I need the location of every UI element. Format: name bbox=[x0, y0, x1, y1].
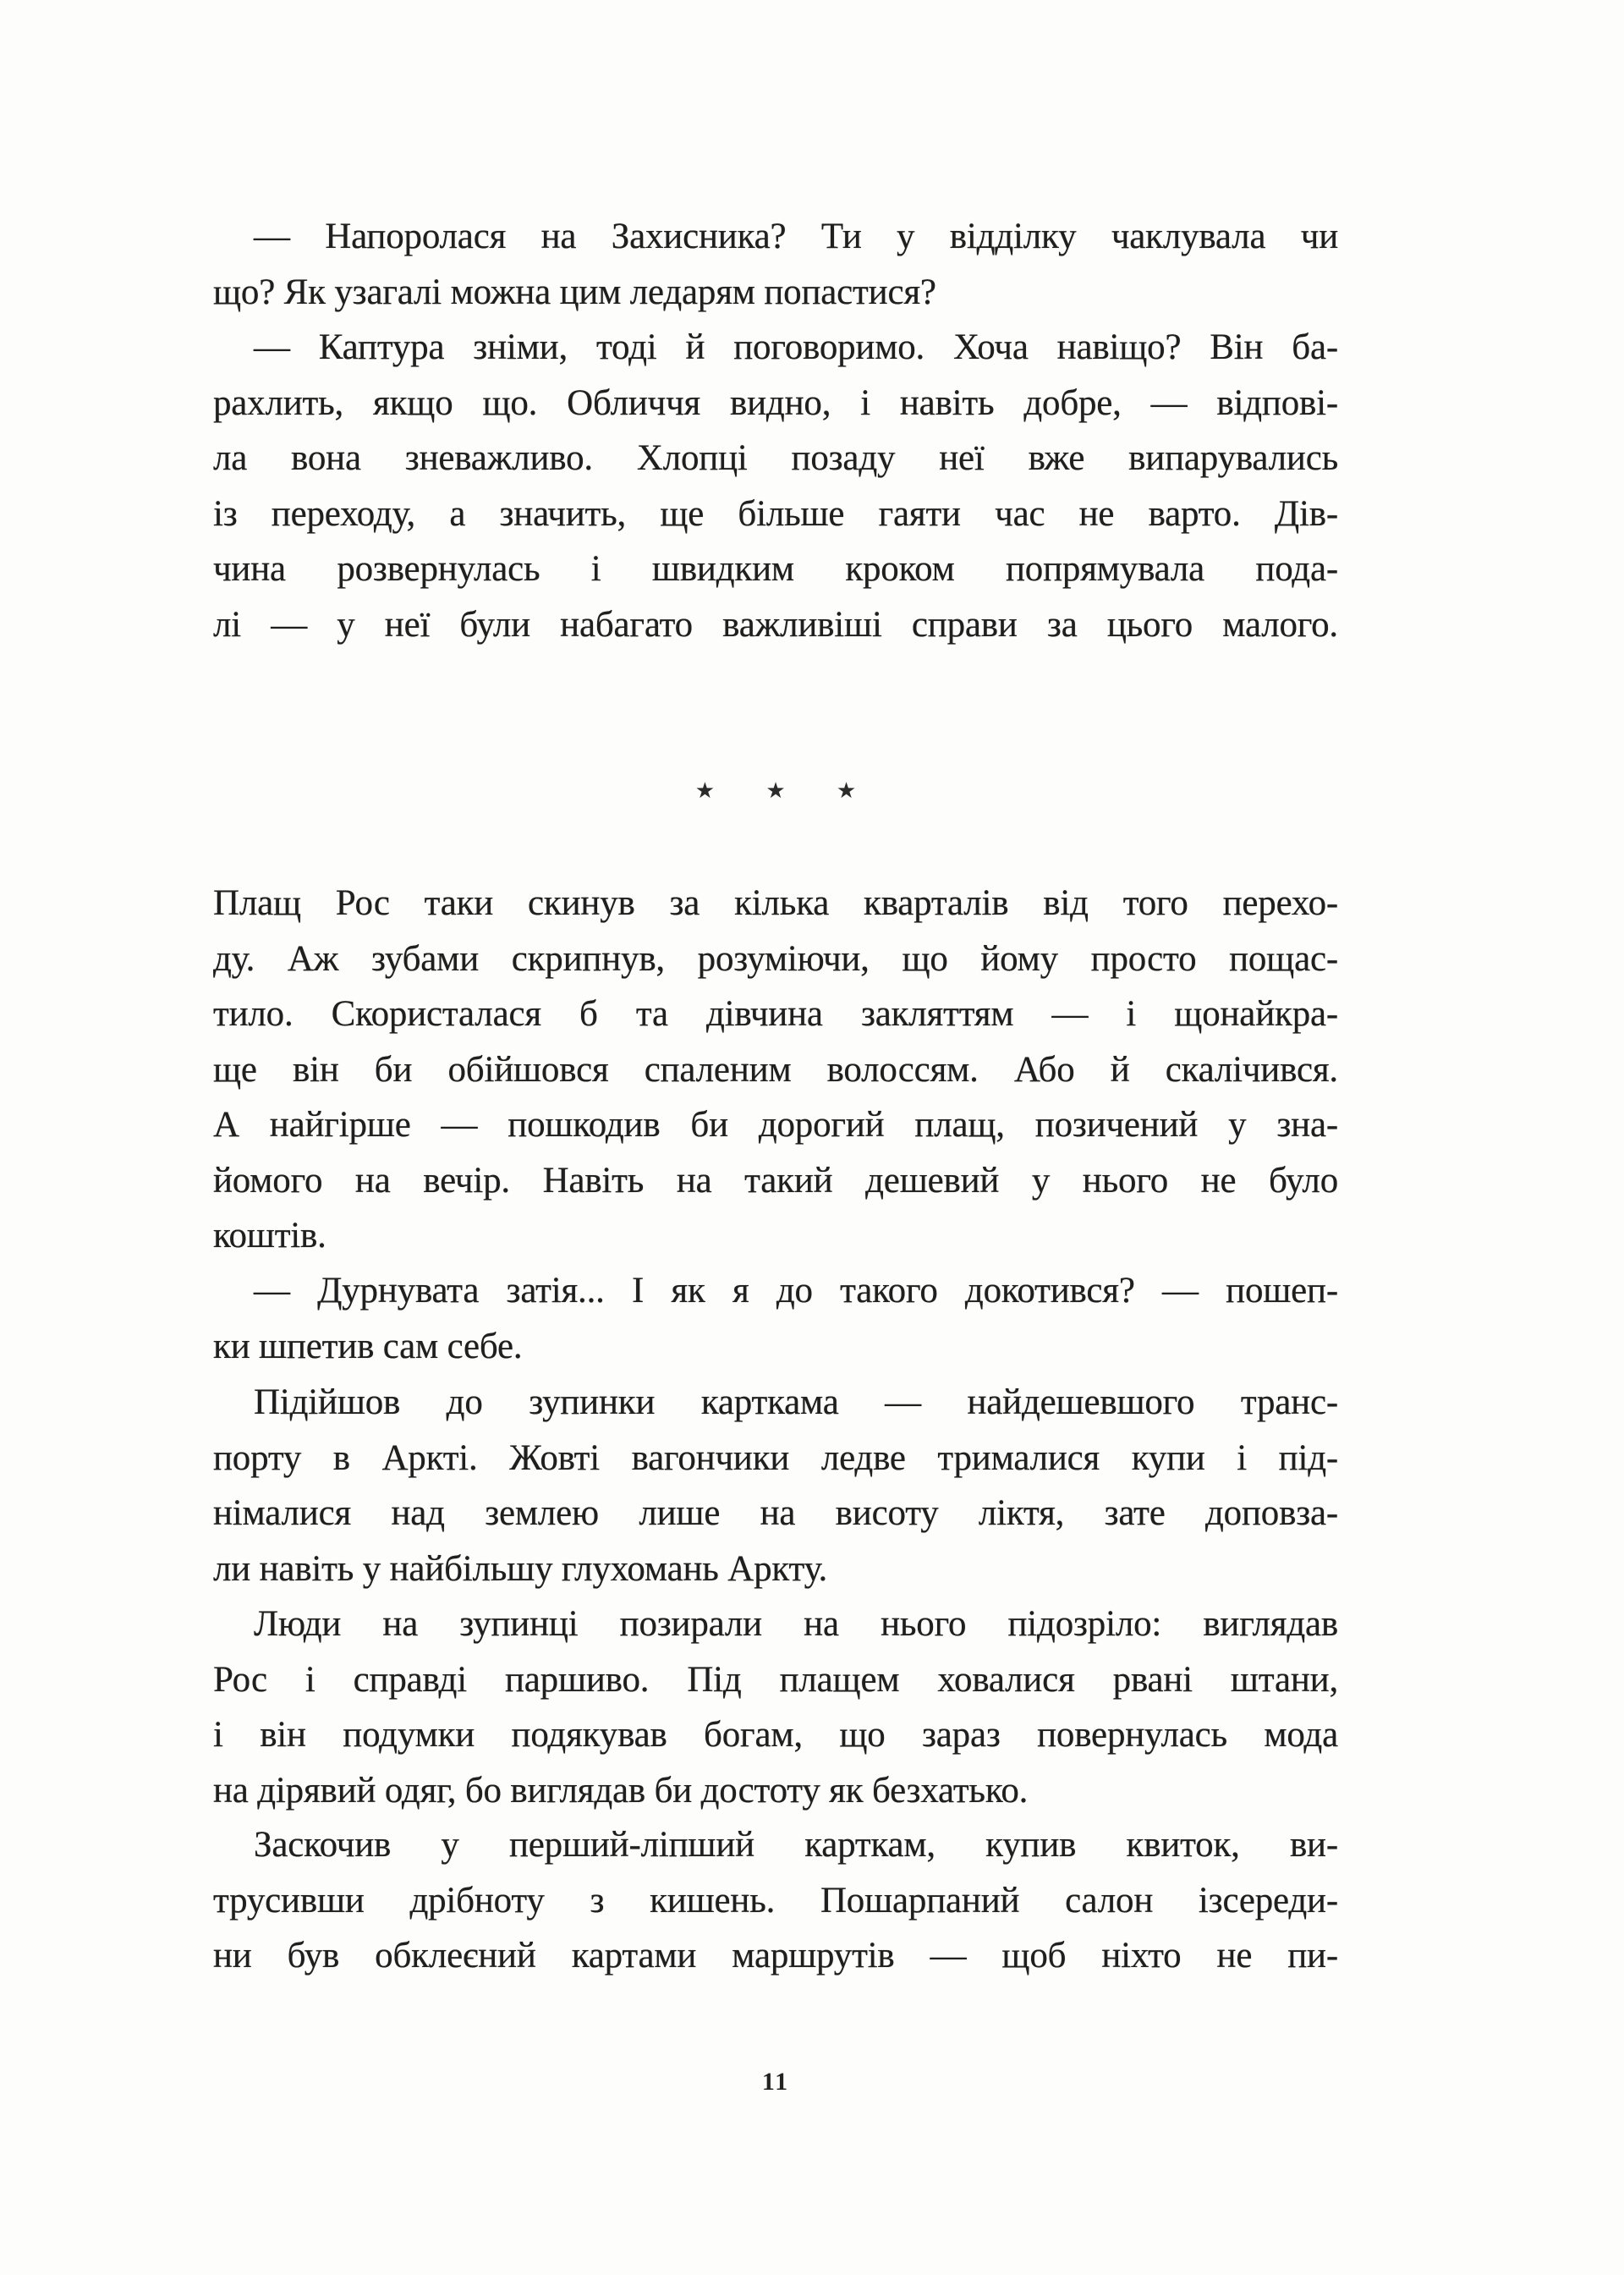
text-line: Рос і справді паршиво. Під плащем ховалися рвані штани, bbox=[213, 1659, 1338, 1700]
text-line: що? Як узагалі можна цим ледарям попастися? bbox=[213, 272, 936, 312]
text-line: ни був обклеєний картами маршрутів — щоб ніхто не пи- bbox=[213, 1936, 1338, 1976]
text-line: Підійшов до зупинки карткама — найдешевшого транс- bbox=[254, 1382, 1338, 1422]
text-line: Плащ Рос таки скинув за кілька кварталів від того перехо- bbox=[213, 883, 1338, 923]
text-line: — Дурнувата затія... І як я до такого докотився? — пошеп- bbox=[254, 1271, 1338, 1311]
text-line: і він подумки подякував богам, що зараз повернулась мода bbox=[213, 1715, 1338, 1755]
text-line: йомого на вечір. Навіть на такий дешевий у нього не було bbox=[213, 1160, 1338, 1201]
paragraph bbox=[213, 209, 1338, 320]
text-line: рахлить, якщо що. Обличчя видно, і навіть добре, — відпові- bbox=[213, 382, 1338, 423]
text-line: із переходу, а значить, ще більше гаяти час не варто. Дів- bbox=[213, 493, 1338, 534]
text-line: ще він би обійшовся спаленим волоссям. Або й скалічився. bbox=[213, 1049, 1338, 1090]
text-line: Люди на зупинці позирали на нього підозріло: виглядав bbox=[254, 1604, 1338, 1644]
text-line: — Напоролася на Захисника? Ти у відділку чаклувала чи bbox=[254, 217, 1338, 256]
text-line: Заскочив у перший-ліпший карткам, купив квиток, ви- bbox=[254, 1825, 1338, 1865]
scene-break-separator bbox=[213, 766, 1338, 816]
text-line: німалися над землею лише на висоту ліктя, зате доповза- bbox=[213, 1493, 1338, 1533]
text-line: ли навіть у найбільшу глухомань Аркту. bbox=[213, 1548, 828, 1589]
text-line: тило. Скористалася б та дівчина закляттям — і щонайкра- bbox=[213, 994, 1338, 1034]
star-icon: ★ bbox=[694, 778, 716, 804]
text-line: коштів. bbox=[213, 1216, 326, 1256]
text-line: А найгірше — пошкодив би дорогий плащ, позичений у зна- bbox=[213, 1105, 1338, 1145]
page-number: 11 bbox=[761, 2068, 790, 2096]
text-line: — Каптура зніми, тоді й поговоримо. Хоча навіщо? Він ба- bbox=[254, 327, 1338, 367]
paragraph bbox=[213, 1263, 1338, 1374]
text-line: трусивши дрібноту з кишень. Пошарпаний салон ізсереди- bbox=[213, 1880, 1338, 1921]
text-line: ду. Аж зубами скрипнув, розуміючи, що йому просто пощас- bbox=[213, 938, 1338, 979]
text-line: ки шпетив сам себе. bbox=[213, 1326, 523, 1366]
text-line: ла вона зневажливо. Хлопці позаду неї вже випарувались bbox=[213, 438, 1338, 478]
paragraph bbox=[213, 876, 1338, 1264]
star-icon: ★ bbox=[836, 778, 857, 804]
paragraph bbox=[213, 320, 1338, 652]
star-icon: ★ bbox=[765, 778, 786, 804]
text-line: порту в Аркті. Жовті вагончики ледве трималися купи і під- bbox=[213, 1437, 1338, 1478]
text-line: на дірявий одяг, бо виглядав би достоту як безхатько. bbox=[213, 1770, 1029, 1811]
paragraph bbox=[213, 1375, 1338, 1596]
text-line: лі — у неї були набагато важливіші справи за цього малого. bbox=[213, 604, 1338, 645]
paragraph bbox=[213, 1817, 1338, 1984]
paragraph bbox=[213, 1596, 1338, 1818]
text-line: чина розвернулась і швидким кроком попрямувала пода- bbox=[213, 549, 1338, 589]
